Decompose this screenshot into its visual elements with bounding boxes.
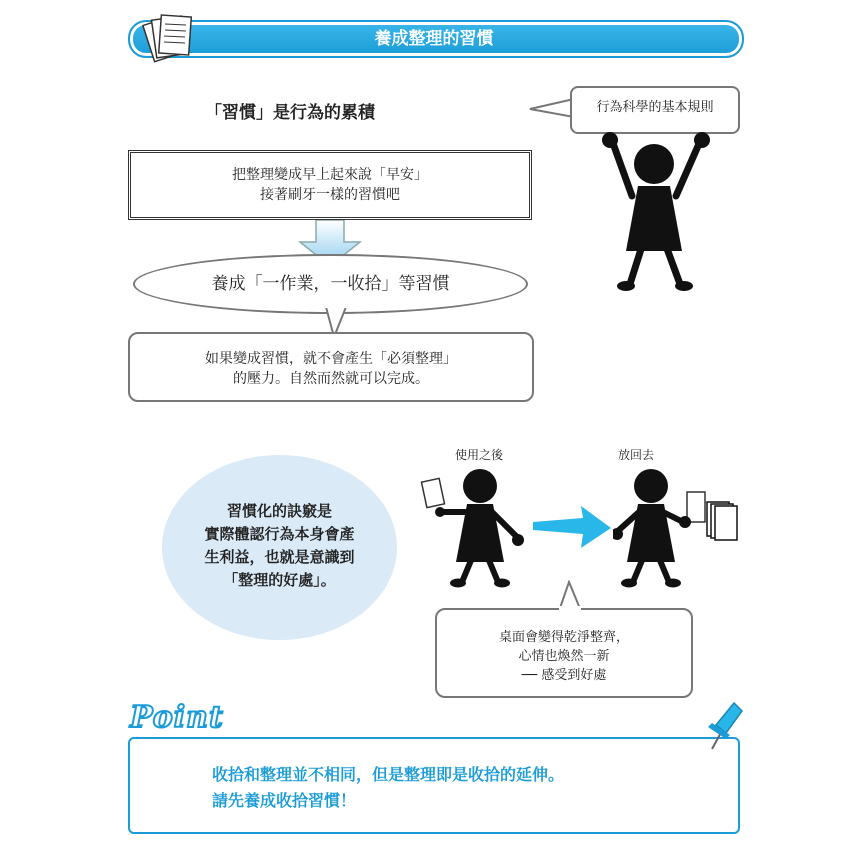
habit-suggestion-box xyxy=(128,150,532,220)
stick-figure-cheering xyxy=(590,126,720,296)
box2-line2: 的壓力。自然而然就可以完成。 xyxy=(233,371,429,387)
section-heading: 「習慣」是行為的累積 xyxy=(205,103,375,123)
label-after-use: 使用之後 xyxy=(455,448,504,462)
point-line1: 收拾和整理並不相同，但是整理即是收拾的延伸。 xyxy=(212,765,565,784)
box1-line1: 把整理變成早上起來說「早安」 xyxy=(232,167,428,183)
pushpin-icon xyxy=(700,697,744,751)
rule-speech-bubble: 行為科學的基本規則 xyxy=(570,86,740,134)
box2-line1: 如果變成習慣，就不會產生「必須整理」 xyxy=(205,351,457,367)
tip-line2: 實際體認行為本身會產 xyxy=(204,525,355,543)
point-title: Point xyxy=(130,700,224,735)
tip-text xyxy=(172,500,387,592)
tip-line1: 習慣化的訣竅是 xyxy=(226,502,332,520)
right-arrow-icon xyxy=(533,504,611,548)
stick-figure-putting-back xyxy=(613,466,743,588)
stick-figure-holding-paper xyxy=(418,466,533,588)
tip-line3: 生利益，也就是意識到 xyxy=(204,548,355,566)
benefit-box xyxy=(435,608,693,698)
bubble-join xyxy=(435,604,693,612)
box3-line1: 桌面會變得乾淨整齊， xyxy=(498,630,629,645)
no-pressure-box xyxy=(128,332,534,402)
point-text xyxy=(212,762,712,814)
label-put-back: 放回去 xyxy=(618,448,655,462)
box3-line2: 心情也煥然一新 xyxy=(518,649,610,664)
speech-tail xyxy=(528,95,574,121)
box3-line3: ── 感受到好處 xyxy=(521,668,607,683)
page-title: 養成整理的習慣 xyxy=(374,29,494,49)
point-line2: 請先養成收拾習慣！ xyxy=(212,791,357,810)
box1-line2: 接著刷牙一樣的習慣吧 xyxy=(260,187,400,203)
tip-line4: 「整理的好處」。 xyxy=(223,571,336,589)
habit-ellipse: 養成「一作業，一收拾」等習慣 xyxy=(133,254,528,314)
